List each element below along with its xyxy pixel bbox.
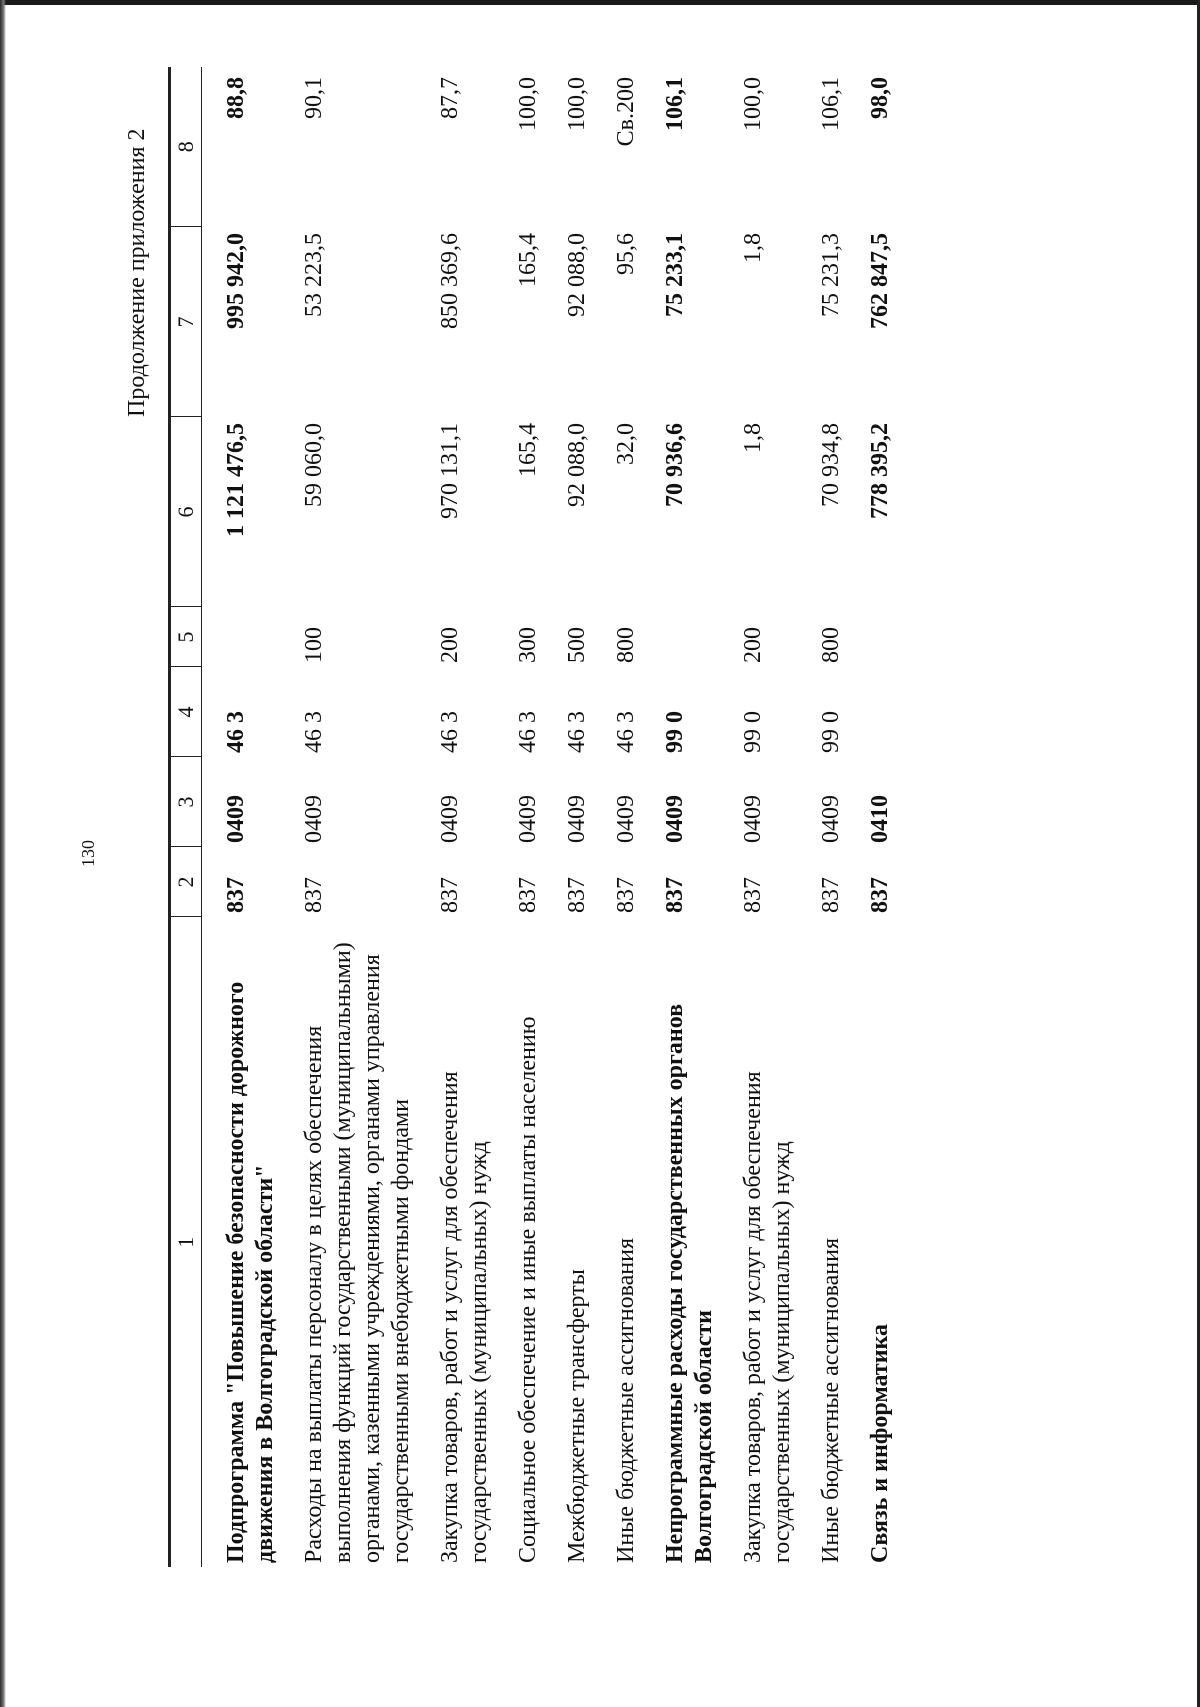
- cell-executed-amount: 995 942,0: [223, 233, 249, 329]
- cell-section-code: 0409: [740, 795, 766, 843]
- cell-ministry-code: 837: [867, 877, 893, 913]
- cell-ministry-code: 837: [223, 877, 249, 913]
- cell-approved-amount: 970 131,1: [437, 423, 463, 519]
- table-row: [202, 67, 281, 1567]
- cell-section-code: 0409: [223, 795, 249, 843]
- cell-ministry-code: 837: [740, 877, 766, 913]
- cell-approved-amount: 59 060,0: [301, 423, 327, 507]
- cell-executed-amount: 75 233,1: [662, 233, 688, 317]
- cell-target-article: 46 3: [223, 711, 249, 753]
- cell-execution-percent: 98,0: [867, 77, 893, 119]
- column-header-7: 7: [170, 227, 202, 417]
- cell-ministry-code: 837: [437, 877, 463, 913]
- table-row: [494, 67, 543, 1567]
- cell-expense-type: 500: [564, 627, 590, 663]
- cell-approved-amount: 1 121 476,5: [223, 423, 249, 537]
- cell-execution-percent: 106,1: [818, 77, 844, 131]
- cell-expense-type: [641, 607, 719, 667]
- cell-expense-type: 800: [613, 627, 639, 663]
- table-header-row: [170, 67, 202, 1567]
- cell-executed-amount: 762 847,5: [867, 233, 893, 329]
- cell-target-article: [846, 667, 895, 757]
- cell-approved-amount: 1,8: [740, 423, 766, 453]
- cell-approved-amount: 92 088,0: [564, 423, 590, 507]
- cell-ministry-code: 837: [818, 877, 844, 913]
- cell-target-article: 99 0: [740, 711, 766, 753]
- cell-approved-amount: 32,0: [613, 423, 639, 465]
- cell-executed-amount: 53 223,5: [301, 233, 327, 317]
- row-name: Непрограммные расходы государственных органов Волгоградской области: [662, 1003, 717, 1563]
- cell-target-article: 46 3: [437, 711, 463, 753]
- column-header-4: 4: [170, 667, 202, 757]
- row-name: Межбюджетные трансферты: [564, 1269, 590, 1563]
- cell-expense-type: [846, 607, 895, 667]
- cell-section-code: 0409: [437, 795, 463, 843]
- cell-approved-amount: 70 936,6: [662, 423, 688, 507]
- row-name: Социальное обеспечение и иные выплаты населению: [515, 1016, 541, 1563]
- table-row: [846, 67, 895, 1567]
- table-row: [280, 67, 416, 1567]
- column-header-8: 8: [170, 67, 202, 227]
- cell-executed-amount: 95,6: [613, 233, 639, 275]
- cell-executed-amount: 850 369,6: [437, 233, 463, 329]
- cell-ministry-code: 837: [613, 877, 639, 913]
- table-row: [543, 67, 592, 1567]
- cell-executed-amount: 92 088,0: [564, 233, 590, 317]
- cell-execution-percent: 100,0: [515, 77, 541, 131]
- cell-executed-amount: 75 231,3: [818, 233, 844, 317]
- continuation-label: Продолжение приложения 2: [124, 128, 150, 417]
- row-name: Иные бюджетные ассигнования: [613, 1238, 639, 1563]
- cell-ministry-code: 837: [515, 877, 541, 913]
- table-row: [797, 67, 846, 1567]
- column-header-3: 3: [170, 757, 202, 847]
- table-row: [641, 67, 719, 1567]
- cell-expense-type: 100: [301, 627, 327, 663]
- cell-section-code: 0409: [301, 795, 327, 843]
- cell-expense-type: 800: [818, 627, 844, 663]
- cell-target-article: 99 0: [818, 711, 844, 753]
- cell-section-code: 0409: [818, 795, 844, 843]
- table-body: [202, 67, 896, 1567]
- cell-section-code: 0410: [867, 795, 893, 843]
- cell-executed-amount: 1,8: [740, 233, 766, 263]
- cell-expense-type: [202, 607, 281, 667]
- cell-target-article: 46 3: [613, 711, 639, 753]
- column-header-6: 6: [170, 417, 202, 607]
- cell-expense-type: 200: [437, 627, 463, 663]
- column-header-2: 2: [170, 847, 202, 917]
- cell-execution-percent: 106,1: [662, 77, 688, 131]
- cell-execution-percent: 100,0: [564, 77, 590, 131]
- cell-ministry-code: 837: [662, 877, 688, 913]
- cell-section-code: 0409: [613, 795, 639, 843]
- cell-execution-percent: 90,1: [301, 77, 327, 119]
- cell-section-code: 0409: [564, 795, 590, 843]
- table-row: [719, 67, 797, 1567]
- cell-target-article: 46 3: [515, 711, 541, 753]
- table-row: [416, 67, 494, 1567]
- column-header-5: 5: [170, 607, 202, 667]
- cell-target-article: 46 3: [564, 711, 590, 753]
- budget-table: [168, 67, 895, 1567]
- row-name: Закупка товаров, работ и услуг для обеспечения государственных (муниципальных) нужд: [437, 1071, 492, 1563]
- cell-executed-amount: 165,4: [515, 233, 541, 287]
- column-header-1: 1: [170, 917, 202, 1567]
- cell-ministry-code: 837: [564, 877, 590, 913]
- cell-approved-amount: 778 395,2: [867, 423, 893, 519]
- row-name: Иные бюджетные ассигнования: [818, 1238, 844, 1563]
- cell-target-article: 99 0: [662, 711, 688, 753]
- page-number: 130: [78, 840, 98, 867]
- row-name: Подпрограмма "Повышение безопасности дорожного движения в Волгоградской области": [223, 981, 278, 1563]
- row-name: Закупка товаров, работ и услуг для обеспечения государственных (муниципальных) нужд: [740, 1071, 795, 1563]
- row-name: Расходы на выплаты персоналу в целях обеспечения выполнения функций государственными (муниципальными) органами, казенными учреждениями, органами управления государственными внебюджетными фондами: [301, 942, 414, 1563]
- cell-approved-amount: 70 934,8: [818, 423, 844, 507]
- table-row: [592, 67, 641, 1567]
- cell-execution-percent: Св.200: [613, 77, 639, 147]
- cell-execution-percent: 88,8: [223, 77, 249, 119]
- cell-section-code: 0409: [515, 795, 541, 843]
- cell-ministry-code: 837: [301, 877, 327, 913]
- cell-expense-type: 200: [740, 627, 766, 663]
- cell-target-article: 46 3: [301, 711, 327, 753]
- cell-expense-type: 300: [515, 627, 541, 663]
- cell-section-code: 0409: [662, 795, 688, 843]
- row-name: Связь и информатика: [867, 1323, 893, 1563]
- cell-execution-percent: 100,0: [740, 77, 766, 131]
- cell-approved-amount: 165,4: [515, 423, 541, 477]
- cell-execution-percent: 87,7: [437, 77, 463, 119]
